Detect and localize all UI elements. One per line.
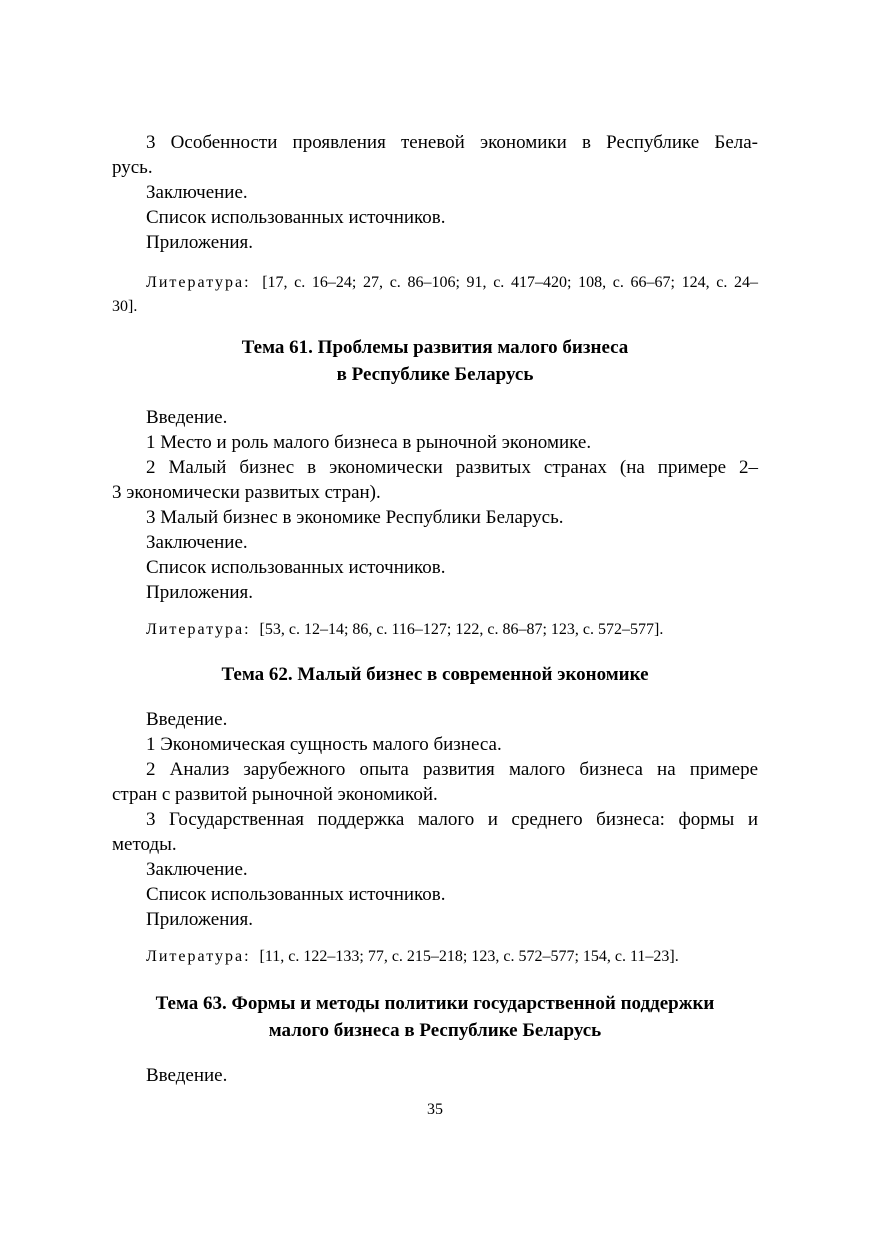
- topic-62-heading: [112, 661, 758, 688]
- text-block: [112, 130, 758, 1088]
- page-number: 35: [427, 1101, 443, 1118]
- conclusion-line: Заключение.: [146, 532, 248, 553]
- topic-item-line: 2 Анализ зарубежного опыта развития малого бизнеса на примере: [146, 759, 758, 780]
- sources-line: Список использованных источников.: [146, 884, 446, 905]
- literature-paragraph: [112, 945, 758, 969]
- topic-item-line: 3 Особенности проявления теневой экономики в Республике Бела-: [146, 132, 758, 153]
- topic-63-heading: [112, 990, 758, 1044]
- topic-item-line: 3 экономически развитых стран).: [112, 482, 381, 503]
- topic-item-line: 2 Малый бизнес в экономически развитых странах (на примере 2–: [146, 457, 758, 478]
- conclusion-line: Заключение.: [146, 182, 248, 203]
- topic-item-line: 3 Государственная поддержка малого и среднего бизнеса: формы и: [146, 809, 758, 830]
- topic-61-title-line: в Республике Беларусь: [336, 364, 534, 385]
- topic-item-line: методы.: [112, 834, 177, 855]
- intro-line: Введение.: [146, 407, 228, 428]
- literature-refs: [17, с. 16–24; 27, с. 86–106; 91, с. 417–420; 108, с. 66–67; 124, с. 24–: [262, 274, 758, 291]
- topic-62-title-line: Тема 62. Малый бизнес в современной экономике: [221, 664, 649, 685]
- literature-paragraph: [112, 618, 758, 642]
- topic-item-line: русь.: [112, 157, 153, 178]
- literature-label: Литература:: [146, 621, 251, 638]
- literature-paragraph: [112, 271, 758, 295]
- appendices-line: Приложения.: [146, 232, 254, 253]
- appendices-line: Приложения.: [146, 909, 254, 930]
- topic-61-heading: [112, 334, 758, 388]
- topic-63-title-line: малого бизнеса в Республике Беларусь: [268, 1020, 602, 1041]
- intro-line: Введение.: [146, 1065, 228, 1086]
- topic-item-line: 1 Экономическая сущность малого бизнеса.: [146, 734, 502, 755]
- literature-line: 30].: [112, 298, 138, 315]
- sources-line: Список использованных источников.: [146, 557, 446, 578]
- literature-refs: [53, с. 12–14; 86, с. 116–127; 122, с. 86–87; 123, с. 572–577].: [259, 621, 664, 638]
- topic-item-line: стран с развитой рыночной экономикой.: [112, 784, 438, 805]
- topic-63-title-line: Тема 63. Формы и методы политики государственной поддержки: [155, 993, 715, 1014]
- literature-label: Литература:: [146, 948, 251, 965]
- topic-item-line: 1 Место и роль малого бизнеса в рыночной экономике.: [146, 432, 592, 453]
- conclusion-line: Заключение.: [146, 859, 248, 880]
- topic-item-line: 3 Малый бизнес в экономике Республики Беларусь.: [146, 507, 564, 528]
- sources-line: Список использованных источников.: [146, 207, 446, 228]
- literature-refs: [11, с. 122–133; 77, с. 215–218; 123, с. 572–577; 154, с. 11–23].: [259, 948, 679, 965]
- appendices-line: Приложения.: [146, 582, 254, 603]
- literature-label: Литература:: [146, 274, 251, 291]
- intro-line: Введение.: [146, 709, 228, 730]
- topic-61-title-line: Тема 61. Проблемы развития малого бизнеса: [241, 337, 629, 358]
